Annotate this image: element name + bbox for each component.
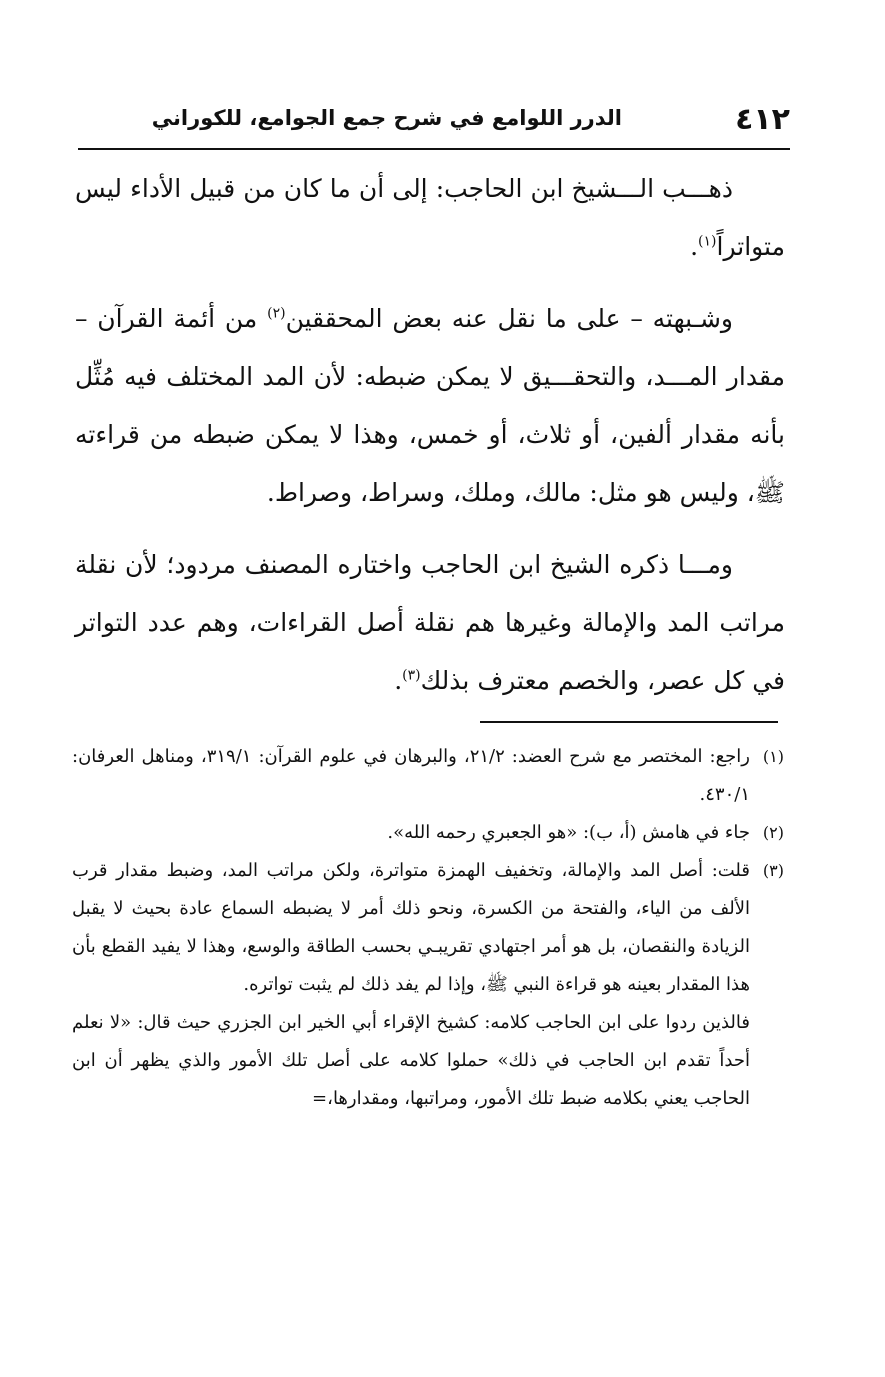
footnote-number: (١): [762, 747, 784, 766]
running-title: الدرر اللوامع في شرح جمع الجوامع، للكوراني: [151, 106, 622, 130]
page-number: ٤١٢: [735, 102, 790, 137]
footnote-continuation: فالذين ردوا على ابن الحاجب كلامه: كشيخ الإقراء أبي الخير ابن الجزري حيث قال: «لا نعلم أحداً تقدم ابن الحاجب في ذلك» حملوا كلامه على أصل تلك الأمور والذي يظهر أن ابن الحاجب يعني بكلامه ضبط تلك الأمور، ومراتبها، ومقدارها،=: [72, 1012, 750, 1109]
paragraph: وشـبهته – على ما نقل عنه بعض المحققين$^{(٢)}$ من أئمة القرآن – مقدار المـــد، والتحقـــيق لا يمكن ضبطه: لأن المد المختلف فيه مُثِّل بأنه مقدار ألفين، أو ثلاث، أو خمس، وهذا لا يمكن ضبطه من قراءته ﷺ، وليس هو مثل: مالك، وملك، وسراط، وصراط.: [75, 304, 785, 507]
footnote: (١) راجع: المختصر مع شرح العضد: ٢١/٢، والبرهان في علوم القرآن: ٣١٩/١، ومناهل العرفان: ٤٣٠/١.: [72, 738, 784, 814]
footnotes: [72, 738, 784, 1118]
footnote-number: (٣): [762, 861, 784, 880]
footnote-separator: [480, 721, 778, 723]
footnote-ref: (٣): [402, 667, 421, 684]
main-text: [75, 160, 785, 724]
page-header: [78, 98, 790, 150]
footnote-ref: (١): [698, 233, 717, 250]
paragraph: ذهـــب الـــشيخ ابن الحاجب: إلى أن ما كان من قبيل الأداء ليس متواتراً$^{(١)}$.: [75, 174, 785, 261]
footnote-ref: (٢): [267, 305, 286, 322]
footnote-number: (٢): [762, 823, 784, 842]
footnote: (٢) جاء في هامش (أ، ب): «هو الجعبري رحمه الله».: [72, 814, 784, 852]
footnote: (٣) قلت: أصل المد والإمالة، وتخفيف الهمزة متواترة، ولكن مراتب المد، وضبط مقدار قرب الألف من الياء، والفتحة من الكسرة، ونحو ذلك أمر لا يضبطه السماع عادة بحيث لا يقبل الزيادة والنقصان، بل هو أمر اجتهادي تقريبـي بحسب الطاقة والوسع، وهذا لا يفيد القطع بأن هذا المقدار بعينه هو قراءة النبي ﷺ، وإذا لم يفد ذلك لم يثبت تواتره.: [72, 852, 784, 1004]
paragraph: ومـــا ذكره الشيخ ابن الحاجب واختاره المصنف مردود؛ لأن نقلة مراتب المد والإمالة وغيرها هم نقلة أصل القراءات، وهم عدد التواتر في كل عصر، والخصم معترف بذلك$^{(٣)}$.: [75, 550, 785, 695]
